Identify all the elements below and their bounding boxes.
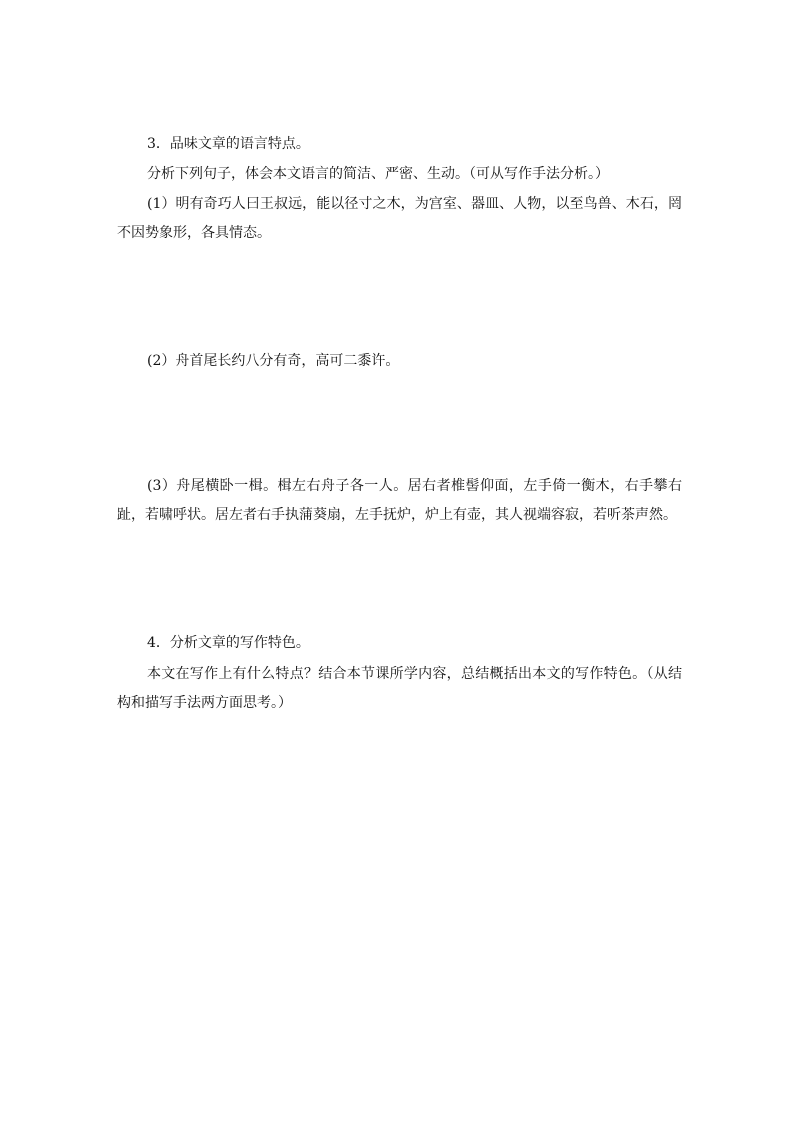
section-3-heading: 3．品味文章的语言特点。: [147, 136, 310, 152]
section-3-instruction: 分析下列句子，体会本文语言的简洁、严密、生动。（可从写作手法分析。）: [147, 166, 609, 182]
question-2-text: (2）舟首尾长约八分有奇，高可二黍许。: [147, 353, 400, 369]
section-4-heading: 4．分析文章的写作特色。: [147, 635, 310, 651]
section-4-question: 本文在写作上有什么特点？结合本节课所学内容，总结概括出本文的写作特色。（从结构和描写手法两方面思考。）: [117, 666, 682, 711]
question-1-text: (1）明有奇巧人曰王叔远，能以径寸之木，为宫室、器皿、人物，以至鸟兽、木石，罔不因势象形，各具情态。: [117, 196, 682, 241]
question-3-text: (3）舟尾横卧一楫。楫左右舟子各一人。居右者椎髻仰面，左手倚一衡木，右手攀右趾，若啸呼状。居左者右手执蒲葵扇，左手抚炉，炉上有壶，其人视端容寂，若听茶声然。: [117, 478, 682, 523]
